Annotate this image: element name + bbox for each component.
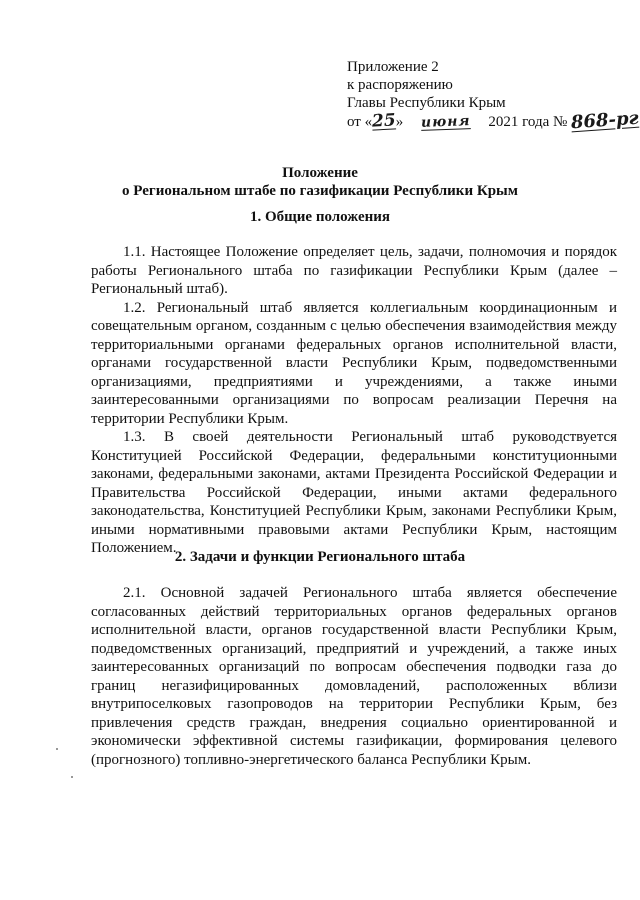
paragraph-1-3: 1.3. В своей деятельности Региональный штаб руководствуется Конституцией Российской Федерации, федеральными конституционными законами, федеральными законами, актами Президента Российской Федерации и Правительства Российской Федерации, иными актами федерального законодательства, Конституцией Республики Крым, законами Республики Крым, иными нормативными правовыми актами Республики Крым, настоящим Положением. <box>91 429 617 556</box>
appendix-date-line <box>347 107 640 134</box>
appendix-line-3: Главы Республики Крым <box>347 95 506 111</box>
handwritten-day: 25 <box>371 110 397 132</box>
handwritten-order-number: 868-рг <box>570 107 640 134</box>
document-title: Положение <box>282 165 358 181</box>
scan-speck <box>56 748 58 750</box>
section-1-body <box>91 243 617 558</box>
paragraph-2-1: 2.1. Основной задачей Регионального штаба является обеспечение согласованных действий территориальных органов федеральных органов исполнительной власти, органов государственной власти Республики Крым, подведомственных организаций, предприятий и учреждений, а также иных заинтересованных организаций по вопросам обеспечения подводки газа до границ негазифицированных домовладений, расположенных вблизи внутрипоселковых газопроводов на территории Республики Крым, без привлечения средств граждан, внедрения социально ориентированной и экономически эффективной системы газификации, формирования целевого (прогнозного) топливно-энергетического баланса Республики Крым. <box>91 585 617 768</box>
document-subtitle: о Региональном штабе по газификации Республики Крым <box>122 183 518 199</box>
scan-speck <box>71 776 73 778</box>
date-prefix: от « <box>347 114 373 130</box>
appendix-line-2: к распоряжению <box>347 77 453 93</box>
section-2-heading: 2. Задачи и функции Регионального штаба <box>174 549 466 565</box>
handwritten-month: июня <box>420 113 471 131</box>
date-mid: » <box>395 114 408 130</box>
paragraph-1-1: 1.1. Настоящее Положение определяет цель, задачи, полномочия и порядок работы Регионального штаба по газификации Республики Крым (далее – Региональный штаб). <box>91 244 617 297</box>
appendix-line-1: Приложение 2 <box>347 59 439 75</box>
date-year: 2021 года № <box>484 114 572 130</box>
section-2-body <box>91 584 617 769</box>
section-1-heading: 1. Общие положения <box>249 209 391 225</box>
appendix-block <box>347 58 640 134</box>
paragraph-1-2: 1.2. Региональный штаб является коллегиальным координационным и совещательным органом, созданным с целью обеспечения взаимодействия между территориальными органами федеральных органов исполнительной власти, органами государственной власти Республики Крым, подведомственными организациями, предприятиями и учреждениями, а также иными заинтересованными организациями по вопросам реализации Перечня на территории Республики Крым. <box>91 299 617 427</box>
